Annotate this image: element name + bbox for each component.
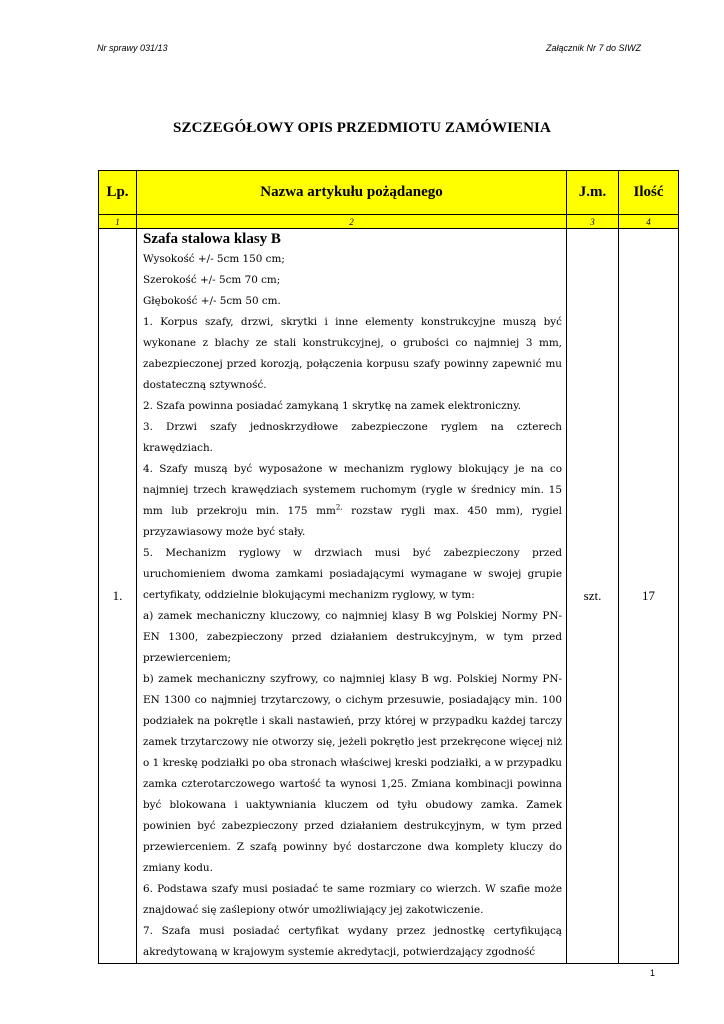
- item-name: Szafa stalowa klasy B: [143, 231, 281, 247]
- requirement-5b: b) zamek mechaniczny szyfrowy, co najmniej klasy B wg. Polskiej Normy PN-EN 1300 co najmniej trzytarczowy, o cichym przesuwie, posiadający min. 100 podziałek na pokrętle i skali nastawień, przy której w przypadku każdej tarczy zamek trzytarczowy nie otworzy się, jeżeli pokrętło jest przekręcone więcej niż o 1 kreskę podziałki po oba stronach właściwej kreski podziałki, a w przypadku zamka czterotarczowego wartość ta wynosi 1,25. Zmiana kombinacji powinna być blokowana i uaktywniania kluczem od tyłu obudowy zamka. Zamek powinien być zabezpieczony przed działaniem destrukcyjnym, w tym przed przewierceniem. Z szafą powinny być dostarczone dwa komplety kluczy do zmiany kodu.: [143, 673, 562, 874]
- header-qty: Ilość: [619, 171, 679, 215]
- colnum-name: 2: [137, 215, 567, 229]
- dimension-width: Szerokość +/- 5cm 70 cm;: [143, 274, 281, 286]
- colnum-lp: 1: [99, 215, 137, 229]
- attachment-label: Załącznik Nr 7 do SIWZ: [546, 43, 642, 53]
- colnum-qty: 4: [619, 215, 679, 229]
- requirement-7: 7. Szafa musi posiadać certyfikat wydany przez jednostkę certyfikującą akredytowaną w krajowym systemie akredytacji, potwierdzający zgodność: [143, 925, 562, 958]
- header-lp: Lp.: [99, 171, 137, 215]
- requirement-3: 3. Drzwi szafy jednoskrzydłowe zabezpieczone ryglem na czterech krawędziach.: [143, 421, 562, 454]
- requirement-6: 6. Podstawa szafy musi posiadać te same rozmiary co wierzch. W szafie może znajdować się zaślepiony otwór umożliwiający jej zakotwiczenie.: [143, 883, 562, 916]
- column-number-row: [99, 215, 679, 229]
- row-description: [137, 229, 567, 964]
- requirement-5: 5. Mechanizm ryglowy w drzwiach musi być zabezpieczony przed uruchomieniem dwoma zamkami posiadającymi wymagane w swojej grupie certyfikaty, oddzielnie blokującymi mechanizm ryglowy, w tym:: [143, 547, 562, 601]
- row-unit: szt.: [567, 229, 619, 964]
- table-row: [99, 229, 679, 964]
- header-unit: J.m.: [567, 171, 619, 215]
- page-number: 1: [650, 968, 656, 978]
- requirement-5a: a) zamek mechaniczny kluczowy, co najmniej klasy B wg Polskiej Normy PN-EN 1300, zabezpieczony przed działaniem destrukcyjnym, w tym przed przewierceniem;: [143, 610, 562, 664]
- case-number: Nr sprawy 031/13: [97, 43, 168, 53]
- table-header-row: [99, 171, 679, 215]
- row-quantity: 17: [619, 229, 679, 964]
- dimension-height: Wysokość +/- 5cm 150 cm;: [143, 253, 285, 265]
- dimension-depth: Głębokość +/- 5cm 50 cm.: [143, 295, 281, 307]
- requirement-4-part-b: rozstaw rygli max. 450 mm), rygiel przyzawiasowy może być stały.: [143, 505, 562, 538]
- requirement-4: [143, 459, 562, 543]
- colnum-unit: 3: [567, 215, 619, 229]
- requirement-1: 1. Korpus szafy, drzwi, skrytki i inne elementy konstrukcyjne muszą być wykonane z blachy ze stali konstrukcyjnej, o grubości co najmniej 3 mm, zabezpieczonej przed korozją, połączenia korpusu szafy powinny zapewnić mu dostateczną sztywność.: [143, 316, 562, 391]
- document-title: SZCZEGÓŁOWY OPIS PRZEDMIOTU ZAMÓWIENIA: [173, 120, 551, 136]
- row-lp: 1.: [99, 229, 137, 964]
- requirement-4-superscript: 2,: [335, 503, 343, 512]
- specification-table: [98, 170, 679, 964]
- requirement-4-part-a: 4. Szafy muszą być wyposażone w mechanizm ryglowy blokujący je na co najmniej trzech krawędziach systemem ruchomym (rygle w średnicy min. 15 mm lub przekroju min. 175 mm: [143, 463, 562, 517]
- header-name: Nazwa artykułu pożądanego: [137, 171, 567, 215]
- requirement-2: 2. Szafa powinna posiadać zamykaną 1 skrytkę na zamek elektroniczny.: [143, 400, 522, 412]
